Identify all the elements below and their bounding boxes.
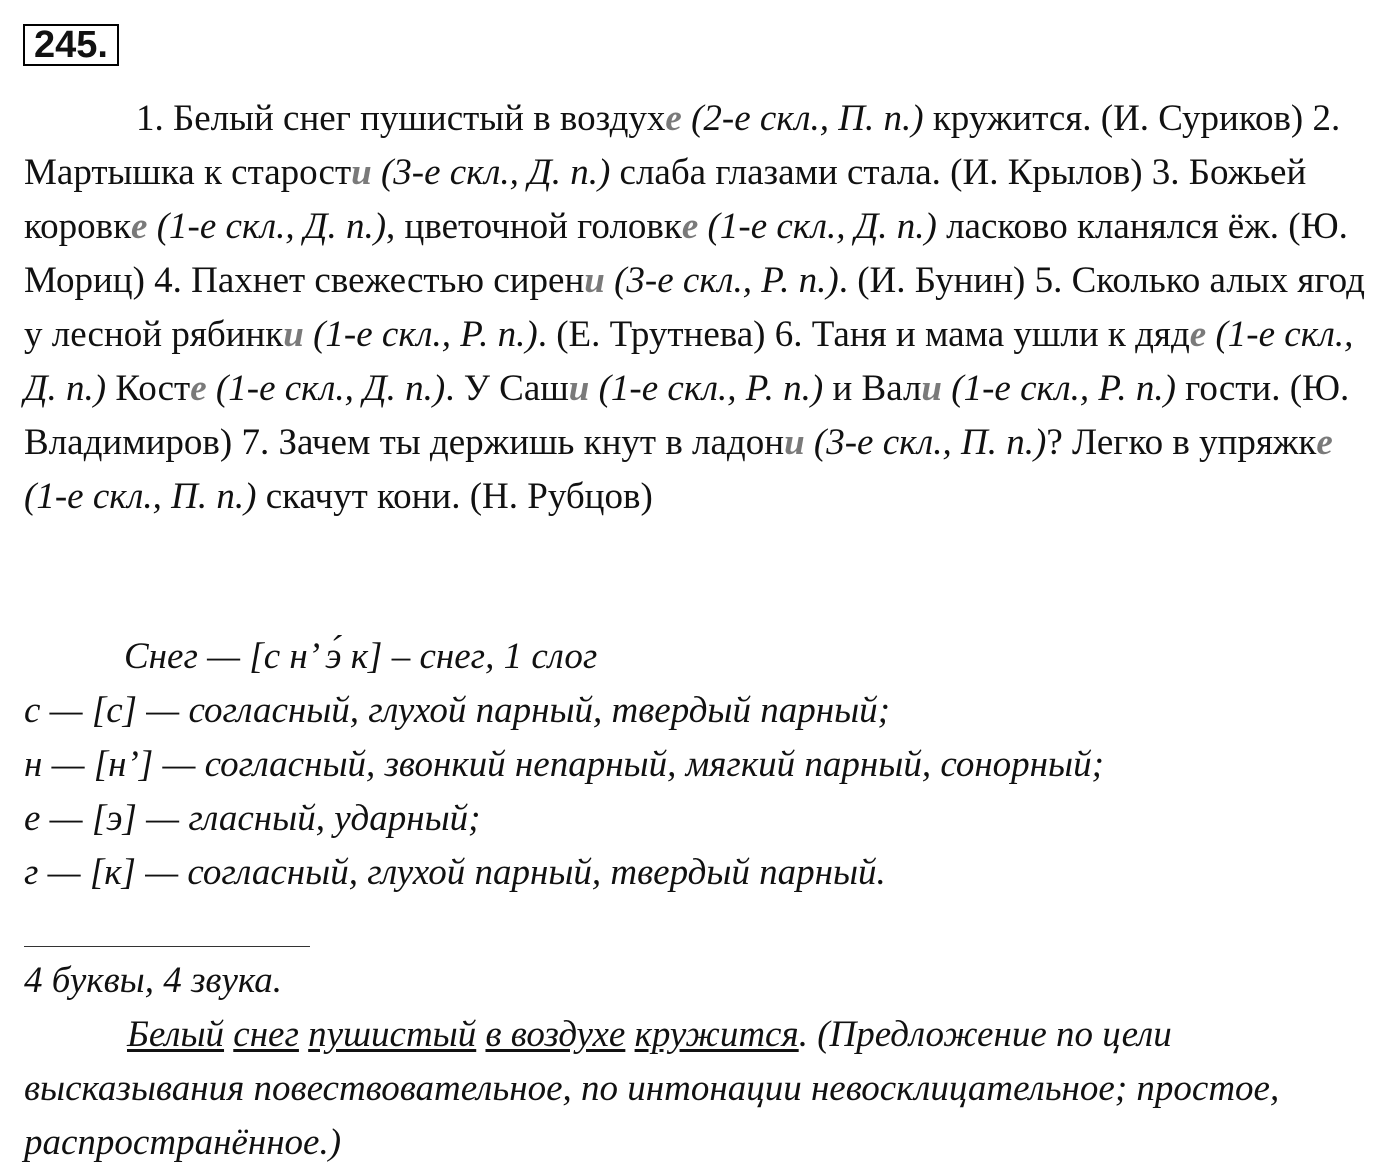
ending-letter: и xyxy=(784,422,805,463)
grammar-note: (3-е скл., Р. п.) xyxy=(614,260,839,301)
text-segment: ласково кланялся ёж. (Ю. Мориц) 4. Пахнет свежестью сирен xyxy=(24,206,1348,301)
ending-letter: и xyxy=(568,368,590,409)
text-segment: . У Саш xyxy=(445,368,569,409)
ending-letter: и xyxy=(584,260,605,301)
ending-letter: и xyxy=(921,368,942,409)
phonetic-line: е — [э] — гласный, ударный; xyxy=(24,798,481,839)
text-segment: Кост xyxy=(106,368,191,409)
phonetic-header: Снег — [с н’ э́ к] – снег, 1 слог xyxy=(124,636,598,677)
ending-letter: е xyxy=(190,368,207,409)
sentence-analysis xyxy=(24,1008,1376,1170)
text-segment xyxy=(942,368,951,409)
text-segment: и Вал xyxy=(823,368,922,409)
ending-letter: е xyxy=(681,206,699,247)
sentence-word: Белый xyxy=(127,1014,225,1055)
sentence-word: пушистый xyxy=(308,1014,477,1055)
text-segment xyxy=(304,314,313,355)
grammar-note: (1-е скл., Р. п.) xyxy=(313,314,538,355)
phonetic-line: г — [к] — согласный, глухой парный, твердый парный. xyxy=(24,852,886,893)
grammar-note: (2-е скл., П. п.) xyxy=(691,98,924,139)
ending-letter: е xyxy=(1189,314,1207,355)
text-segment xyxy=(372,152,381,193)
grammar-note: (1-е скл., Д. п.) xyxy=(707,206,937,247)
text-segment xyxy=(207,368,216,409)
ending-letter: и xyxy=(283,314,304,355)
text-segment: . (Е. Трутнева) 6. Таня и мама ушли к дяд xyxy=(537,314,1190,355)
grammar-note: (1-е скл., Р. п.) xyxy=(951,368,1176,409)
text-segment xyxy=(805,422,814,463)
sentence-word: кружится xyxy=(634,1014,799,1055)
grammar-note: (1-е скл., П. п.) xyxy=(24,476,257,517)
sentence-end: . xyxy=(798,1014,808,1055)
divider xyxy=(24,946,310,947)
grammar-note: (1-е скл., Р. п.) xyxy=(598,368,824,409)
sentence-word: снег xyxy=(233,1014,299,1055)
sentence-characteristics: (Предложение по цели высказывания повествовательное, по интонации невосклицательное; простое, распространённое.) xyxy=(24,1014,1280,1163)
text-segment: ? Легко в упряжк xyxy=(1046,422,1317,463)
text-segment: слаба глазами стала. (И. Крылов) 3. Божьей коровк xyxy=(24,152,1307,247)
text-segment: . (И. Бунин) 5. Сколько алых ягод у лесной рябинк xyxy=(24,260,1365,355)
ending-letter: е xyxy=(1316,422,1333,463)
text-segment xyxy=(682,98,691,139)
ending-letter: и xyxy=(351,152,372,193)
text-segment: , цветочной головк xyxy=(386,206,682,247)
text-segment xyxy=(698,206,707,247)
phonetic-analysis xyxy=(24,630,1376,900)
text-segment xyxy=(147,206,156,247)
text-segment xyxy=(589,368,598,409)
sentence-word: в воздухе xyxy=(485,1014,626,1055)
ending-letter: е xyxy=(665,98,682,139)
exercise-number: 245. xyxy=(23,24,119,66)
exercise-text xyxy=(24,92,1376,524)
text-segment: 1. Белый снег пушистый в воздух xyxy=(136,98,666,139)
ending-letter: е xyxy=(131,206,148,247)
grammar-note: (3-е скл., Д. п.) xyxy=(380,152,611,193)
text-segment: скачут кони. (Н. Рубцов) xyxy=(256,476,653,517)
letter-sound-count: 4 буквы, 4 звука. xyxy=(24,960,283,1001)
grammar-note: (1-е скл., Д. п.) xyxy=(24,314,1354,409)
phonetic-line: с — [с] — согласный, глухой парный, твердый парный; xyxy=(24,690,890,731)
grammar-note: (1-е скл., Д. п.) xyxy=(156,206,387,247)
grammar-note: (1-е скл., Д. п.) xyxy=(215,368,446,409)
phonetic-line: н — [н’] — согласный, звонкий непарный, мягкий парный, сонорный; xyxy=(24,744,1104,785)
grammar-note: (3-е скл., П. п.) xyxy=(813,422,1047,463)
text-segment xyxy=(605,260,614,301)
text-segment: гости. (Ю. Владимиров) 7. Зачем ты держишь кнут в ладон xyxy=(24,368,1350,463)
footer-analysis xyxy=(24,954,1376,1170)
text-segment: кружится. (И. Суриков) 2. Мартышка к старост xyxy=(24,98,1341,193)
